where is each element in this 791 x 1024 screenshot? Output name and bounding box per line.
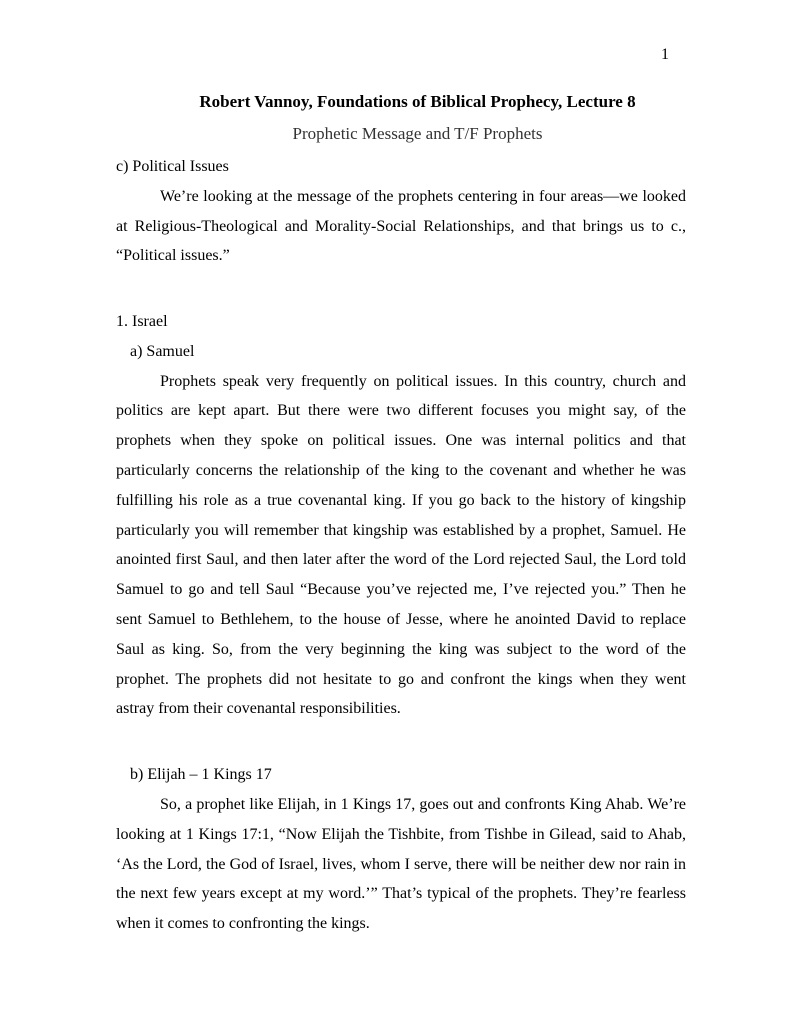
elijah-heading: b) Elijah – 1 Kings 17	[130, 766, 272, 784]
elijah-paragraph: So, a prophet like Elijah, in 1 Kings 17, goes out and confronts King Ahab. We’re looking at 1 Kings 17:1, “Now Elijah the Tishbite, from Tishbe in Gilead, said to Ahab, ‘As the Lord, the God of Israel, lives, whom I serve, there will be neither dew nor rain in the next few years except at my word.’” That’s typical of the prophets. They’re fearless when it comes to confronting the kings.	[116, 795, 686, 933]
document-title: Robert Vannoy, Foundations of Biblical Prophecy, Lecture 8	[199, 92, 636, 111]
samuel-paragraph: Prophets speak very frequently on political issues. In this country, church and politics are kept apart. But there were two different focuses you might say, of the prophets when they spoke on political issues. One was internal politics and that particularly concerns the relationship of the king to the covenant and whether he was fulfilling his role as a true covenantal king. If you go back to the history of kingship particularly you will remember that kingship was established by a prophet, Samuel. He anointed first Saul, and then later after the word of the Lord rejected Saul, the Lord told Samuel to go and tell Saul “Because you’ve rejected me, I’ve rejected you.” Then he sent Samuel to Bethlehem, to the house of Jesse, where he anointed David to replace Saul as king. So, from the very beginning the king was subject to the word of the prophet. The prophets did not hesitate to go and confront the kings when they went astray from their covenantal responsibilities.	[116, 372, 686, 718]
samuel-heading: a) Samuel	[130, 342, 195, 360]
document-body	[116, 152, 686, 939]
intro-paragraph: We’re looking at the message of the prophets centering in four areas—we looked at Religious-Theological and Morality-Social Relationships, and that brings us to c., “Political issues.”	[116, 187, 686, 265]
israel-heading: 1. Israel	[116, 312, 168, 330]
page-number: 1	[661, 46, 669, 63]
political-issues-heading: c) Political Issues	[116, 158, 229, 175]
document-subtitle: Prophetic Message and T/F Prophets	[292, 124, 543, 143]
